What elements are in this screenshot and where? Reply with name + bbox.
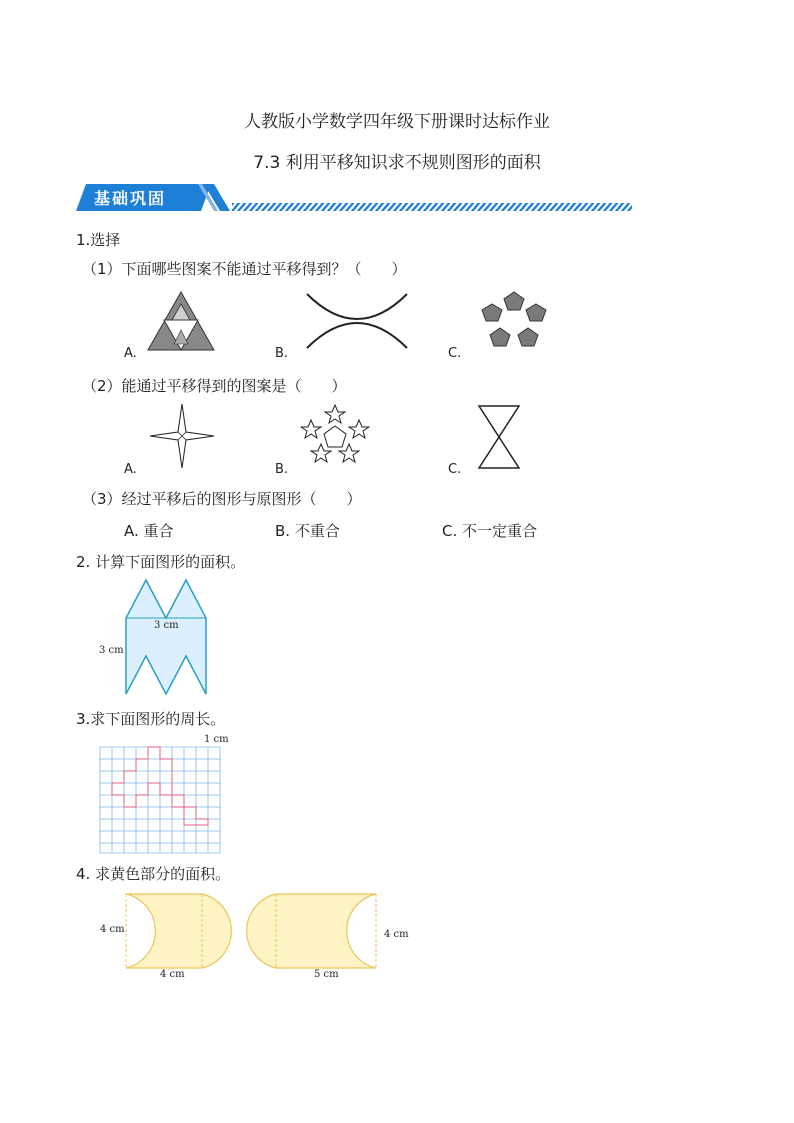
pentagon-ring-icon [474,290,554,354]
q1-p1-option-a[interactable]: A. [124,346,137,361]
q1-p2-option-a[interactable]: A. [124,462,137,477]
hourglass-icon [477,404,521,470]
q3-unit-label: 1 cm [204,734,229,745]
q1-p3-option-b[interactable]: B. 不重合 [275,522,340,540]
q1-part1-stem: （1）下面哪些图案不能通过平移得到？（ ） [82,260,407,278]
q4-title: 4. 求黄色部分的面积。 [76,865,231,883]
q1-p3-option-a[interactable]: A. 重合 [124,522,174,540]
q2-height-label: 3 cm [99,645,124,656]
four-point-star-icon [148,402,216,470]
q2-shape-figure [124,578,210,698]
q4-left-width-label: 4 cm [160,969,185,980]
triangle-pattern-icon [146,290,216,352]
page-title: 人教版小学数学四年级下册课时达标作业 [244,112,550,132]
q4-left-height-label: 4 cm [100,924,125,935]
q1-p1-option-b[interactable]: B. [275,346,289,361]
q3-grid-figure [98,745,224,855]
q2-width-label: 3 cm [154,620,179,631]
q1-p3-option-c[interactable]: C. 不一定重合 [442,522,538,540]
banner-label: 基础巩固 [94,189,167,208]
q4-yellow-figure [118,890,386,972]
q1-part3-stem: （3）经过平移后的图形与原图形（ ） [82,490,362,508]
page-subtitle: 7.3 利用平移知识求不规则图形的面积 [253,153,541,173]
q1-title: 1.选择 [76,231,121,249]
q1-p2-option-c[interactable]: C. [448,462,462,477]
q1-p2-option-b[interactable]: B. [275,462,289,477]
q2-title: 2. 计算下面图形的面积。 [76,553,246,571]
star-ring-icon [300,404,370,470]
q1-part2-stem: （2）能通过平移得到的图案是（ ） [82,377,347,395]
curve-pattern-icon [305,292,409,350]
q4-right-width-label: 5 cm [314,969,339,980]
q4-right-height-label: 4 cm [384,929,409,940]
q3-title: 3.求下面图形的周长。 [76,710,226,728]
q1-p1-option-c[interactable]: C. [448,346,462,361]
